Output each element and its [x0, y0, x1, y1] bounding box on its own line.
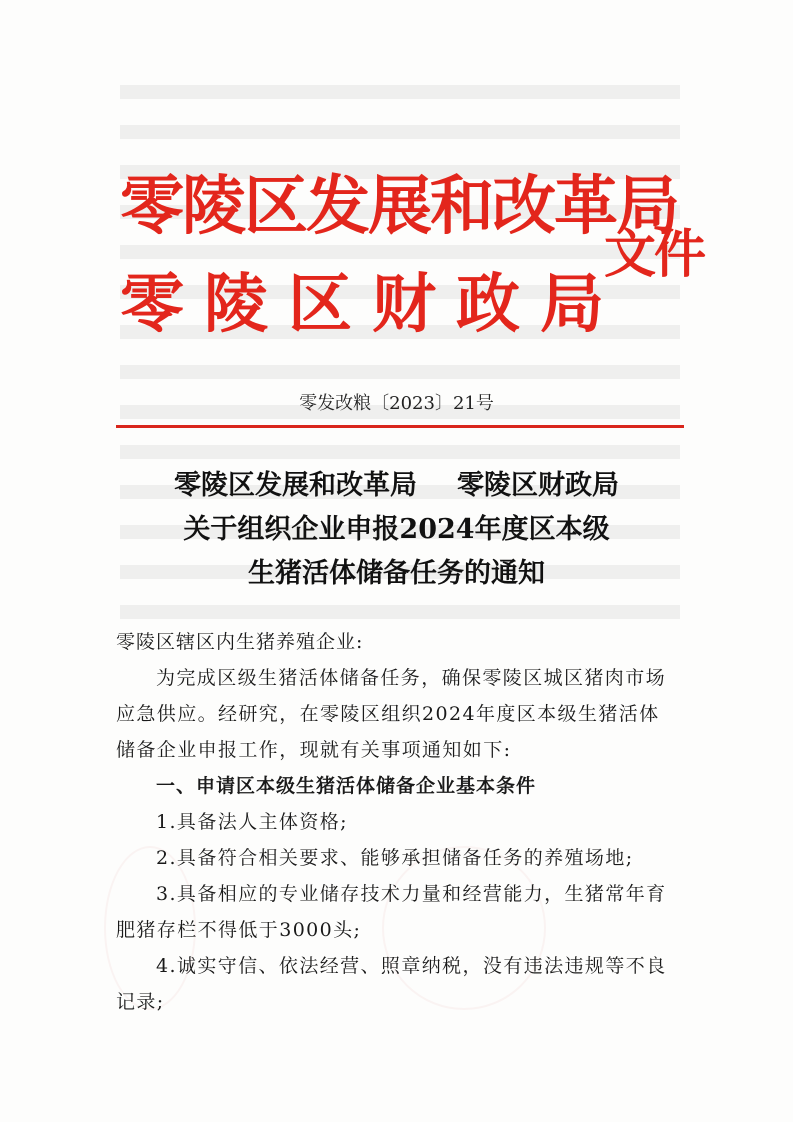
issuing-org-2: 零陵区财政局 [120, 267, 624, 342]
title-line-3: 生猪活体储备任务的通知 [248, 558, 545, 589]
issuing-org-1: 零陵区发展和改革局 [120, 169, 678, 244]
document-body [116, 624, 676, 1020]
title-line-2: 关于组织企业申报2024年度区本级 [183, 514, 610, 545]
title-line-1 [0, 464, 793, 508]
condition-item-3: 3.具备相应的专业储存技术力量和经营能力，生猪常年育肥猪存栏不得低于3000头; [116, 883, 667, 941]
title-org-1: 零陵区发展和改革局 [174, 470, 417, 501]
document-type-label: 文件 [604, 224, 705, 285]
document-title [0, 464, 793, 596]
red-divider-line [116, 425, 684, 428]
intro-paragraph: 为完成区级生猪活体储备任务，确保零陵区城区猪肉市场应急供应。经研究，在零陵区组织2024年度区本级生猪活体储备企业申报工作，现就有关事项通知如下: [116, 667, 667, 761]
condition-item-1: 1.具备法人主体资格; [156, 811, 348, 833]
salutation: 零陵区辖区内生猪养殖企业: [116, 631, 364, 653]
title-org-2: 零陵区财政局 [457, 470, 619, 501]
section-1-heading: 一、申请区本级生猪活体储备企业基本条件 [156, 775, 537, 797]
document-number: 零发改粮〔2023〕21号 [299, 393, 494, 414]
condition-item-4: 4.诚实守信、依法经营、照章纳税，没有违法违规等不良记录; [116, 955, 667, 1013]
condition-item-2: 2.具备符合相关要求、能够承担储备任务的养殖场地; [156, 847, 634, 869]
